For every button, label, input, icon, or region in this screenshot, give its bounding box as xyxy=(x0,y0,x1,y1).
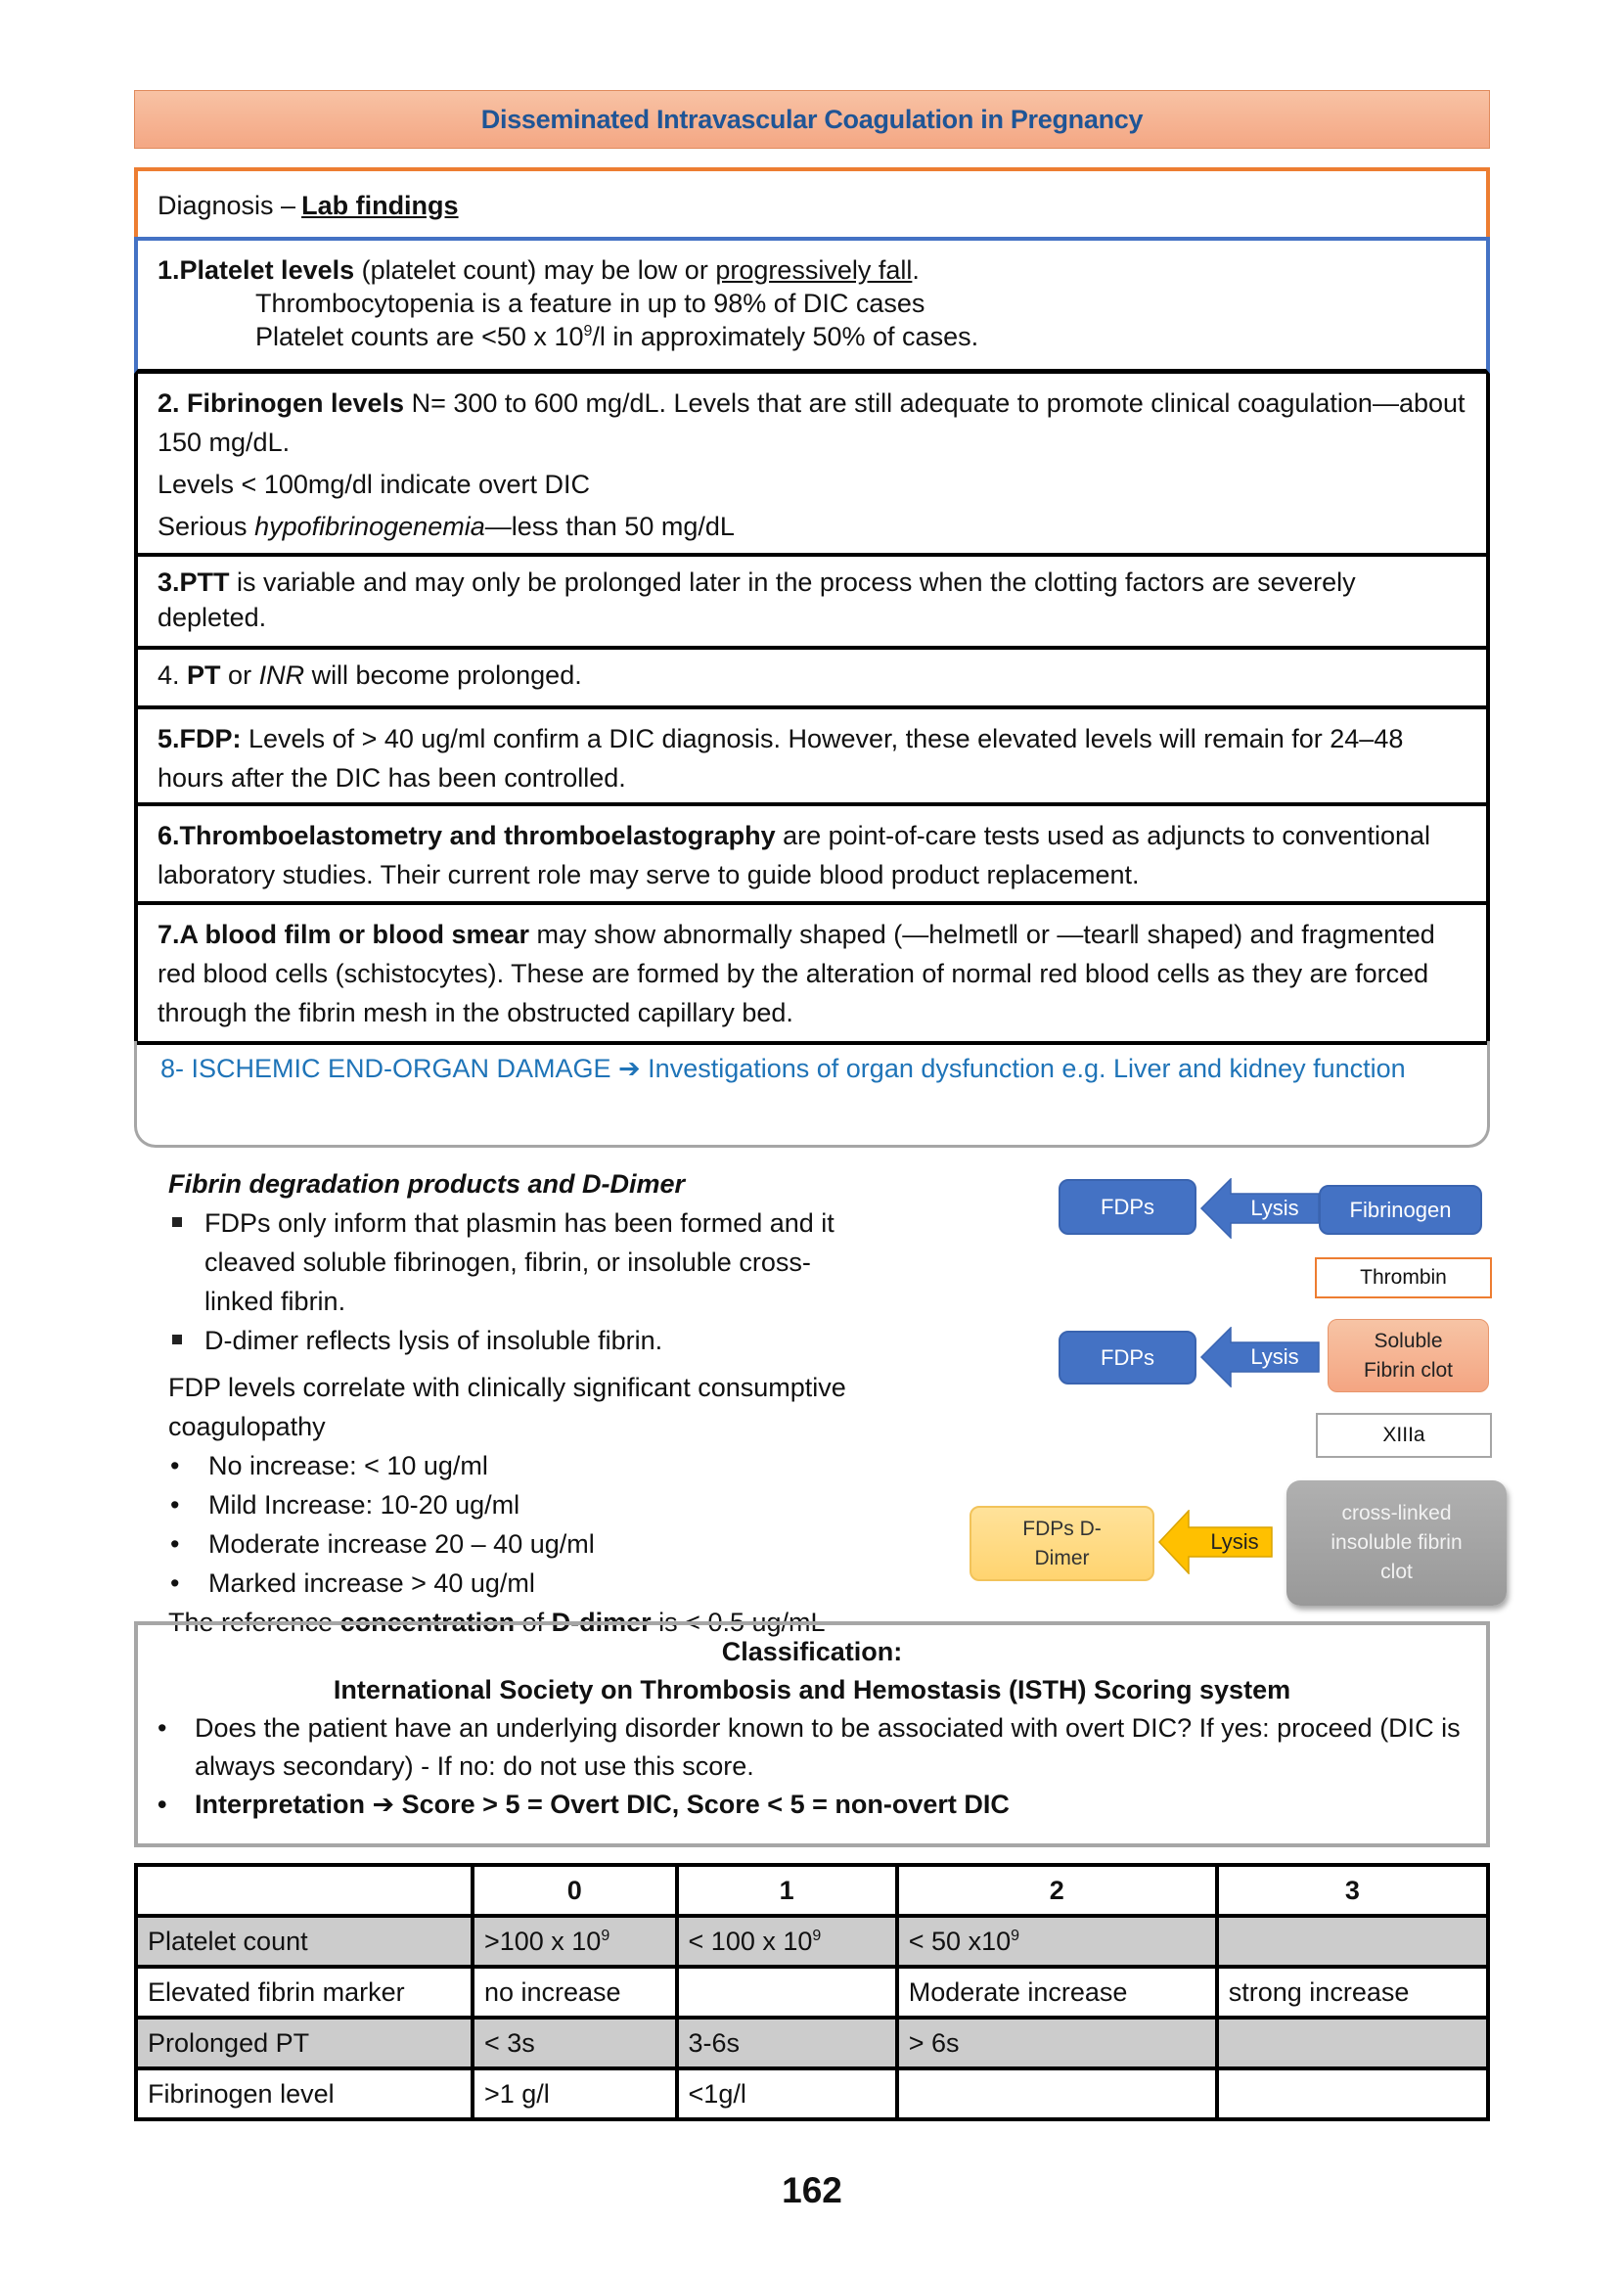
ref-mid: of xyxy=(515,1608,552,1637)
finding-1-line-3 xyxy=(158,317,1466,356)
finding-2-line-3 xyxy=(158,507,1466,546)
finding-1-end: . xyxy=(912,255,920,285)
table-header-cell: 1 xyxy=(677,1865,897,1916)
row-label: Prolonged PT xyxy=(136,2018,473,2068)
table-cell xyxy=(1217,1916,1488,1967)
table-cell: <1g/l xyxy=(677,2068,897,2119)
diagram-thrombin-label: Thrombin xyxy=(1315,1257,1492,1298)
diagnosis-prefix: Diagnosis – xyxy=(158,190,296,220)
fdp-level-item: • Mild Increase: 10-20 ug/ml xyxy=(168,1485,1029,1524)
finding-7-bold: 7.A blood film or blood smear xyxy=(158,920,530,949)
table-row xyxy=(136,1916,1488,1967)
finding-thromboelastometry xyxy=(134,806,1490,905)
row-label: Platelet count xyxy=(136,1916,473,1967)
finding-8-post: Investigations of organ dysfunction e.g. Liver and kidney function xyxy=(640,1054,1406,1083)
diagram-xiiia-label: XIIIa xyxy=(1316,1413,1492,1458)
classification-heading: Classification: xyxy=(721,1637,903,1666)
table-cell: strong increase xyxy=(1217,1967,1488,2018)
finding-5-bold: 5.FDP: xyxy=(158,724,242,753)
table-cell xyxy=(473,1916,677,1967)
table-header-row xyxy=(136,1865,1488,1916)
lysis-label-3: Lysis xyxy=(1210,1529,1259,1554)
finding-1-line-3-pre: Platelet counts are <50 x 10 xyxy=(255,322,584,351)
classification-subheading: International Society on Thrombosis and Hemostasis (ISTH) Scoring system xyxy=(333,1675,1291,1704)
table-row xyxy=(136,2068,1488,2119)
ref-bold-1: concentration xyxy=(339,1608,516,1637)
finding-ischemic-damage xyxy=(134,1041,1490,1148)
finding-6-bold: 6.Thromboelastometry and thromboelastography xyxy=(158,821,776,850)
finding-8-pre: 8- ISCHEMIC END-ORGAN DAMAGE xyxy=(160,1054,619,1083)
page-number: 162 xyxy=(782,2170,842,2210)
finding-2-italic: hypofibrinogenemia xyxy=(254,512,485,541)
diagnosis-underlined: Lab findings xyxy=(301,190,459,220)
table-cell xyxy=(677,1916,897,1967)
finding-1-bold: 1.Platelet levels xyxy=(158,255,355,285)
classification-interpretation: • Interpretation ➔ Score > 5 = Overt DIC, Score < 5 = non-overt DIC xyxy=(156,1786,1468,1824)
table-row xyxy=(136,2018,1488,2068)
finding-3-text: is variable and may only be prolonged later in the process when the clotting factors are severely depleted. xyxy=(158,568,1356,632)
finding-4-bold: PT xyxy=(187,660,221,690)
lysis-label-1: Lysis xyxy=(1250,1196,1299,1220)
diagnosis-header xyxy=(134,167,1490,240)
superscript: 9 xyxy=(812,1927,822,1944)
fdp-section xyxy=(168,1164,1029,1642)
classification-list xyxy=(156,1709,1468,1824)
fdp-bullet: D-dimer reflects lysis of insoluble fibrin. xyxy=(168,1321,1029,1360)
finding-4-pre: 4. xyxy=(158,660,188,690)
cell-text: < 50 x10 xyxy=(908,1926,1012,1956)
finding-4-italic: INR xyxy=(258,660,305,690)
finding-1-line-2: Thrombocytopenia is a feature in up to 98% of DIC cases xyxy=(255,289,925,318)
table-cell: > 6s xyxy=(897,2018,1217,2068)
fdp-bullet: FDPs only inform that plasmin has been formed and it cleaved soluble fibrinogen, fibrin, or insoluble cross-linked fibrin. xyxy=(168,1203,853,1321)
superscript: 9 xyxy=(583,323,593,340)
finding-1-underlined: progressively fall xyxy=(715,255,913,285)
fdp-title: Fibrin degradation products and D-Dimer xyxy=(168,1169,686,1199)
diagram-fdps-ddimer-box: FDPs D-Dimer xyxy=(970,1506,1154,1581)
table-cell xyxy=(897,1916,1217,1967)
table-cell xyxy=(897,2068,1217,2119)
fdp-level-item: • Moderate increase 20 – 40 ug/ml xyxy=(168,1524,1029,1564)
fdp-levels-list xyxy=(168,1446,1029,1603)
table-cell: 3-6s xyxy=(677,2018,897,2068)
ref-bold-2: D-dimer xyxy=(551,1608,652,1637)
cell-text: < 100 x 10 xyxy=(688,1926,813,1956)
finding-blood-smear xyxy=(134,905,1490,1045)
fdp-correlate: FDP levels correlate with clinically significant consumptive coagulopathy xyxy=(168,1373,846,1441)
right-arrow-icon: ➔ xyxy=(618,1054,641,1083)
fdp-level-item: • No increase: < 10 ug/ml xyxy=(168,1446,1029,1485)
finding-fibrinogen xyxy=(134,374,1490,557)
diagram-fdps-box-1: FDPs xyxy=(1059,1179,1196,1235)
page-title: Disseminated Intravascular Coagulation in Pregnancy xyxy=(480,104,1144,134)
finding-1-line-3-post: /l in approximately 50% of cases. xyxy=(592,322,979,351)
table-header-cell: 3 xyxy=(1217,1865,1488,1916)
finding-2-para xyxy=(158,384,1466,462)
diagram-fibrinogen-box: Fibrinogen xyxy=(1319,1185,1482,1235)
cell-text: >100 x 10 xyxy=(483,1926,602,1956)
diagram-soluble-fibrin-box: Soluble Fibrin clot xyxy=(1328,1319,1489,1392)
finding-2-line-3-post: —less than 50 mg/dL xyxy=(484,512,735,541)
diagram-crosslinked-fibrin-box: cross-linked insoluble fibrin clot xyxy=(1286,1480,1507,1606)
finding-fdp xyxy=(134,709,1490,806)
lysis-label-2: Lysis xyxy=(1250,1344,1299,1369)
fdp-level-item: • Marked increase > 40 ug/ml xyxy=(168,1564,1029,1603)
classification-box xyxy=(134,1621,1490,1847)
table-header-cell xyxy=(136,1865,473,1916)
isth-score-table xyxy=(134,1863,1490,2121)
row-label: Fibrinogen level xyxy=(136,2068,473,2119)
finding-7-text: may show abnormally shaped (—helmet‖ or —tear‖ shaped) and fragmented red blood cells (schistocytes). These are formed by the alteration of normal red blood cells as they are forced through the fibrin mesh in the obstructed capillary bed. xyxy=(158,920,1435,1027)
table-cell xyxy=(1217,2018,1488,2068)
superscript: 9 xyxy=(601,1927,610,1944)
finding-2-bold: 2. Fibrinogen levels xyxy=(158,388,405,418)
table-cell: < 3s xyxy=(473,2018,677,2068)
finding-6-text: are point-of-care tests used as adjuncts to conventional laboratory studies. Their current role may serve to guide blood product replacement. xyxy=(158,821,1430,889)
title-banner xyxy=(134,90,1490,149)
ref-pre: The reference xyxy=(168,1608,340,1637)
finding-4-post: will become prolonged. xyxy=(304,660,582,690)
table-header-cell: 2 xyxy=(897,1865,1217,1916)
finding-2-text: N= 300 to 600 mg/dL. Levels that are still adequate to promote clinical coagulation—about 150 mg/dL. xyxy=(158,388,1466,457)
superscript: 9 xyxy=(1011,1927,1020,1944)
finding-5-text: Levels of > 40 ug/ml confirm a DIC diagnosis. However, these elevated levels will remain for 24–48 hours after the DIC has been controlled. xyxy=(158,724,1404,793)
table-cell: no increase xyxy=(473,1967,677,2018)
finding-3-bold: 3.PTT xyxy=(158,568,230,597)
row-label: Elevated fibrin marker xyxy=(136,1967,473,2018)
finding-1-text: (platelet count) may be low or xyxy=(354,255,716,285)
finding-ptt xyxy=(134,557,1490,650)
table-cell xyxy=(1217,2068,1488,2119)
finding-pt-inr xyxy=(134,650,1490,709)
table-row xyxy=(136,1967,1488,2018)
table-cell: >1 g/l xyxy=(473,2068,677,2119)
finding-2-line-3-pre: Serious xyxy=(158,512,255,541)
finding-4-mid: or xyxy=(220,660,259,690)
table-header-cell: 0 xyxy=(473,1865,677,1916)
finding-platelets xyxy=(134,237,1490,374)
fdp-bullet-list xyxy=(168,1203,1029,1360)
diagram-fdps-box-2: FDPs xyxy=(1059,1331,1196,1385)
table-cell: Moderate increase xyxy=(897,1967,1217,2018)
ref-post: is < 0.5 ug/mL xyxy=(651,1608,826,1637)
table-cell xyxy=(677,1967,897,2018)
finding-2-line-2: Levels < 100mg/dl indicate overt DIC xyxy=(158,470,590,499)
classification-bullet: • Does the patient have an underlying disorder known to be associated with overt DIC? If yes: proceed (DIC is always secondary) - If no: do not use this score. xyxy=(156,1709,1468,1786)
